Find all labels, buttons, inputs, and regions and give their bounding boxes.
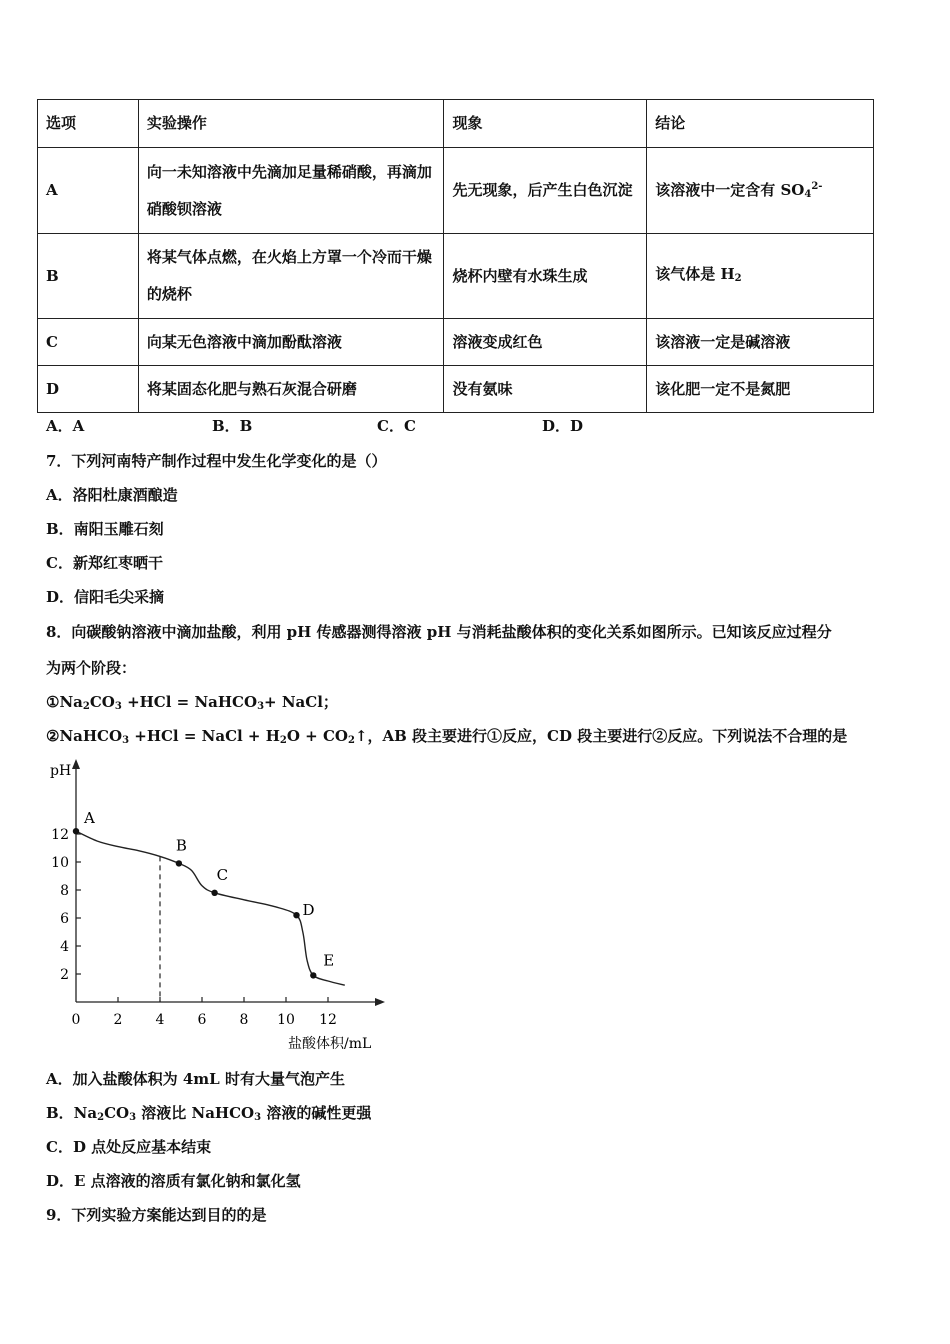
x-tick-label: 0: [71, 1012, 81, 1028]
q8-option-a[interactable]: A．加入盐酸体积为 4mL 时有大量气泡产生: [46, 1070, 345, 1088]
q7-option-b[interactable]: B．南阳玉雕石刻: [46, 520, 164, 538]
y-tick-label: 8: [60, 883, 69, 899]
x-tick-label: 6: [197, 1012, 207, 1028]
y-tick-label: 6: [60, 911, 69, 927]
q6-option-b[interactable]: B．B: [212, 417, 253, 435]
question-6-table: [37, 99, 874, 413]
y-axis-arrow-icon: [72, 759, 80, 769]
point-a: [73, 828, 79, 834]
x-tick-label: 2: [113, 1012, 123, 1028]
q6-options: [46, 415, 746, 437]
q8-stem-line1: 8．向碳酸钠溶液中滴加盐酸，利用 pH 传感器测得溶液 pH 与消耗盐酸体积的变化关系如图所示。已知该反应过程分: [46, 623, 832, 641]
y-tick-label: 12: [51, 827, 69, 843]
x-tick-label: 10: [277, 1012, 295, 1028]
q7-option-a[interactable]: A．洛阳杜康酒酿造: [46, 486, 178, 504]
q8-option-b[interactable]: B．$Na_2CO_3$ 溶液比 NaHCO$_3$ 溶液的碱性更强: [46, 1104, 372, 1123]
row-conclusion: 该气体是 $H_2$: [647, 234, 874, 319]
q8-stem-line2: 为两个阶段：: [46, 659, 137, 677]
row-option: A: [38, 148, 139, 234]
table-row: [38, 148, 874, 234]
q6-option-a[interactable]: A．A: [46, 417, 85, 435]
q7-option-d[interactable]: D．信阳毛尖采摘: [46, 588, 165, 606]
table-row: [38, 319, 874, 366]
table-header-row: [38, 100, 874, 148]
q8-equation-2: ②NaHCO$_3$ +HCl = NaCl + $H_2O$ + $CO_2↑$，AB 段主要进行①反应，CD 段主要进行②反应。下列说法不合理的是: [46, 727, 848, 746]
row-operation: 将某气体点燃，在火焰上方罩一个冷而干燥的烧杯: [138, 234, 444, 319]
q6-option-d[interactable]: D．D: [542, 417, 584, 435]
row-operation: 向某无色溶液中滴加酚酞溶液: [138, 319, 444, 366]
row-option: D: [38, 366, 139, 413]
point-label-c: C: [216, 865, 229, 884]
q9-stem: 9．下列实验方案能达到目的的是: [46, 1206, 267, 1224]
point-e: [310, 972, 316, 978]
q7-option-c[interactable]: C．新郑红枣晒干: [46, 554, 163, 572]
y-tick-label: 4: [60, 939, 69, 955]
row-conclusion: 该化肥一定不是氮肥: [647, 366, 874, 413]
x-tick-label: 4: [155, 1012, 165, 1028]
row-phenomenon: 烧杯内壁有水珠生成: [444, 234, 647, 319]
row-phenomenon: 先无现象，后产生白色沉淀: [444, 148, 647, 234]
row-phenomenon: 溶液变成红色: [444, 319, 647, 366]
point-d: [293, 912, 299, 918]
point-label-d: D: [302, 901, 315, 920]
row-phenomenon: 没有氨味: [444, 366, 647, 413]
table-row: [38, 234, 874, 319]
y-tick-label: 2: [60, 967, 69, 983]
point-label-e: E: [323, 951, 335, 970]
row-operation: 将某固态化肥与熟石灰混合研磨: [138, 366, 444, 413]
header-phenomenon: 现象: [444, 100, 647, 148]
y-axis-label: pH: [50, 763, 72, 779]
x-axis-label: 盐酸体积/mL: [288, 1036, 372, 1052]
x-axis-arrow-icon: [375, 998, 385, 1006]
y-tick-label: 10: [51, 855, 69, 871]
row-operation: 向一未知溶液中先滴加足量稀硝酸，再滴加硝酸钡溶液: [138, 148, 444, 234]
ph-chart: [40, 755, 400, 1055]
header-operation: 实验操作: [138, 100, 444, 148]
row-option: C: [38, 319, 139, 366]
q6-option-c[interactable]: C．C: [377, 417, 416, 435]
q8-equation-1: $①Na_2CO_3 +HCl$ = NaHCO$_3$+ NaCl；: [46, 693, 338, 712]
header-option: 选项: [38, 100, 139, 148]
table-row: [38, 366, 874, 413]
q8-option-d[interactable]: D．E 点溶液的溶质有氯化钠和氯化氢: [46, 1172, 301, 1190]
q7-stem: 7．下列河南特产制作过程中发生化学变化的是（）: [46, 452, 387, 470]
point-b: [176, 860, 182, 866]
axes: [76, 763, 382, 1002]
labeled-points: [73, 809, 334, 978]
point-label-a: A: [84, 809, 95, 828]
header-conclusion: 结论: [647, 100, 874, 148]
q8-option-c[interactable]: C．D 点处反应基本结束: [46, 1138, 212, 1156]
point-label-b: B: [175, 836, 187, 855]
row-conclusion: 该溶液一定是碱溶液: [647, 319, 874, 366]
x-tick-label: 8: [239, 1012, 249, 1028]
row-option: B: [38, 234, 139, 319]
x-tick-label: 12: [319, 1012, 337, 1028]
point-c: [211, 890, 217, 896]
row-conclusion: 该溶液中一定含有 $SO_4^{2-}$: [647, 148, 874, 234]
